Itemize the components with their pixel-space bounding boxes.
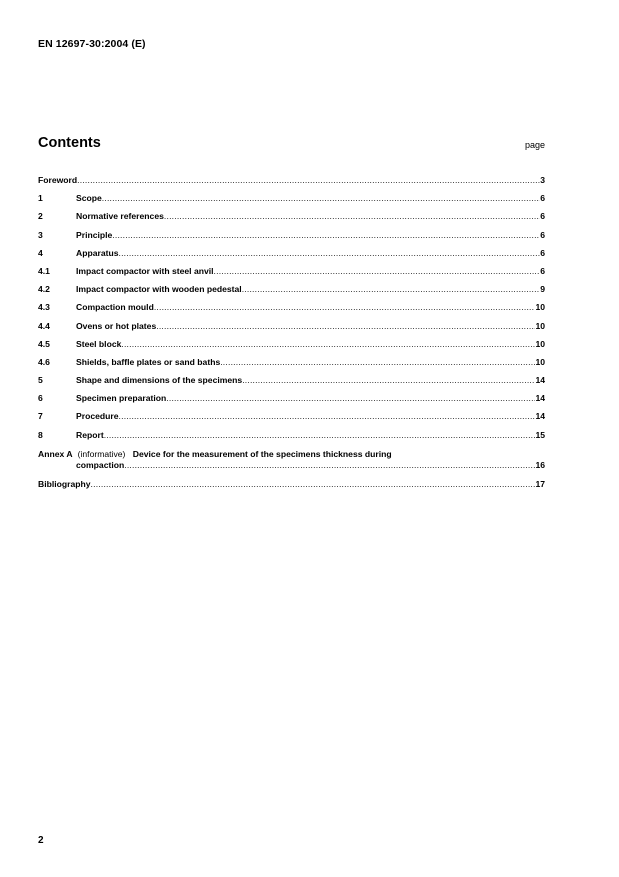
toc-entry-page: 10 [535,356,545,367]
dot-leader [156,321,535,331]
toc-entry-page: 3 [540,175,545,185]
annex-qualifier: (informative) [77,448,126,459]
toc-entry-scope[interactable] [38,193,545,211]
toc-entry-page: 6 [540,211,545,222]
toc-entry-title: Principle [76,229,113,240]
contents-heading: Contents [38,135,101,151]
toc-entry-page: 6 [540,265,545,276]
dot-leader [166,393,535,403]
toc-entry-shape-dimensions[interactable] [38,375,545,393]
toc-entry-number: 4.1 [38,265,50,276]
dot-leader [104,430,536,440]
toc-entry-page: 6 [540,247,545,258]
toc-entry-foreword[interactable] [38,175,545,193]
toc-entry-page: 6 [540,229,545,240]
toc-entry-number: 1 [38,193,43,204]
dot-leader [121,339,535,349]
dot-leader [119,248,541,258]
document-id-header: EN 12697-30:2004 (E) [38,38,146,50]
toc-entry-title: Steel block [76,338,122,349]
toc-entry-bibliography[interactable] [38,479,545,497]
dot-leader [112,230,540,240]
toc-entry-title: Report [76,429,104,440]
toc-entry-title: Specimen preparation [76,393,167,404]
toc-entry-title: Bibliography [38,478,91,489]
toc-entry-shields-baffle-plates[interactable] [38,357,545,375]
page-number: 2 [38,835,44,846]
toc-entry-page: 9 [540,284,545,295]
toc-entry-compaction-mould[interactable] [38,302,545,320]
toc-entry-number: 4.3 [38,302,50,313]
toc-entry-title: Impact compactor with steel anvil [76,265,214,276]
annex-label: Annex A [38,448,73,459]
dot-leader [242,375,535,385]
toc-entry-normative-references[interactable] [38,211,545,229]
toc-entry-number: 4 [38,247,43,258]
toc-entry-apparatus[interactable] [38,248,545,266]
toc-entry-number: 4.2 [38,284,50,295]
toc-entry-report[interactable] [38,430,545,448]
toc-entry-number: 4.5 [38,338,50,349]
toc-entry-title: Foreword [38,175,78,185]
toc-entry-impact-compactor-wooden-pedestal[interactable] [38,284,545,302]
toc-entry-page: 10 [535,338,545,349]
annex-continuation-line [38,460,545,470]
annex-title-line1: Device for the measurement of the specimens thickness during [132,448,392,459]
toc-entry-title: Impact compactor with wooden pedestal [76,284,242,295]
toc-entry-page: 16 [535,459,545,470]
toc-entry-page: 10 [535,320,545,331]
toc-entry-number: 3 [38,229,43,240]
toc-entry-title: Scope [76,193,102,204]
dot-leader [124,460,535,470]
toc-entry-page: 14 [535,375,545,386]
dot-leader [220,357,535,367]
dot-leader [154,302,536,312]
toc-entry-title: Shields, baffle plates or sand baths [76,356,221,367]
toc-entry-page: 15 [535,429,545,440]
dot-leader [119,411,536,421]
toc-entry-number: 4.4 [38,320,50,331]
toc-entry-number: 5 [38,375,43,386]
annex-title-line2: compaction [76,459,125,470]
dot-leader [91,479,536,489]
toc-entry-page: 14 [535,393,545,404]
toc-entry-title: Normative references [76,211,164,222]
page-column-label: page [524,140,545,150]
toc-entry-principle[interactable] [38,230,545,248]
toc-entry-number: 2 [38,211,43,222]
toc-entry-title: Procedure [76,411,119,422]
toc-entry-title: Apparatus [76,247,119,258]
toc-entry-number: 4.6 [38,356,50,367]
toc-entry-title: Ovens or hot plates [76,320,157,331]
toc-entry-ovens-hot-plates[interactable] [38,321,545,339]
toc-entry-number: 8 [38,429,43,440]
dot-leader [242,284,541,294]
dot-leader [164,211,540,221]
toc-entry-number: 7 [38,411,43,422]
toc-entry-title: Compaction mould [76,302,154,313]
table-of-contents [38,175,545,497]
toc-entry-page: 6 [540,193,545,204]
toc-entry-page: 10 [535,302,545,313]
annex-heading-line [38,449,545,460]
dot-leader [77,175,540,185]
dot-leader [102,193,540,203]
toc-entry-title: Shape and dimensions of the specimens [76,375,243,386]
toc-entry-page: 17 [535,478,545,489]
toc-entry-number: 6 [38,393,43,404]
toc-entry-steel-block[interactable] [38,339,545,357]
toc-entry-annex-a[interactable] [38,449,545,479]
dot-leader [214,266,541,276]
toc-entry-specimen-preparation[interactable] [38,393,545,411]
toc-entry-page: 14 [535,411,545,422]
toc-entry-procedure[interactable] [38,411,545,429]
toc-entry-impact-compactor-steel-anvil[interactable] [38,266,545,284]
